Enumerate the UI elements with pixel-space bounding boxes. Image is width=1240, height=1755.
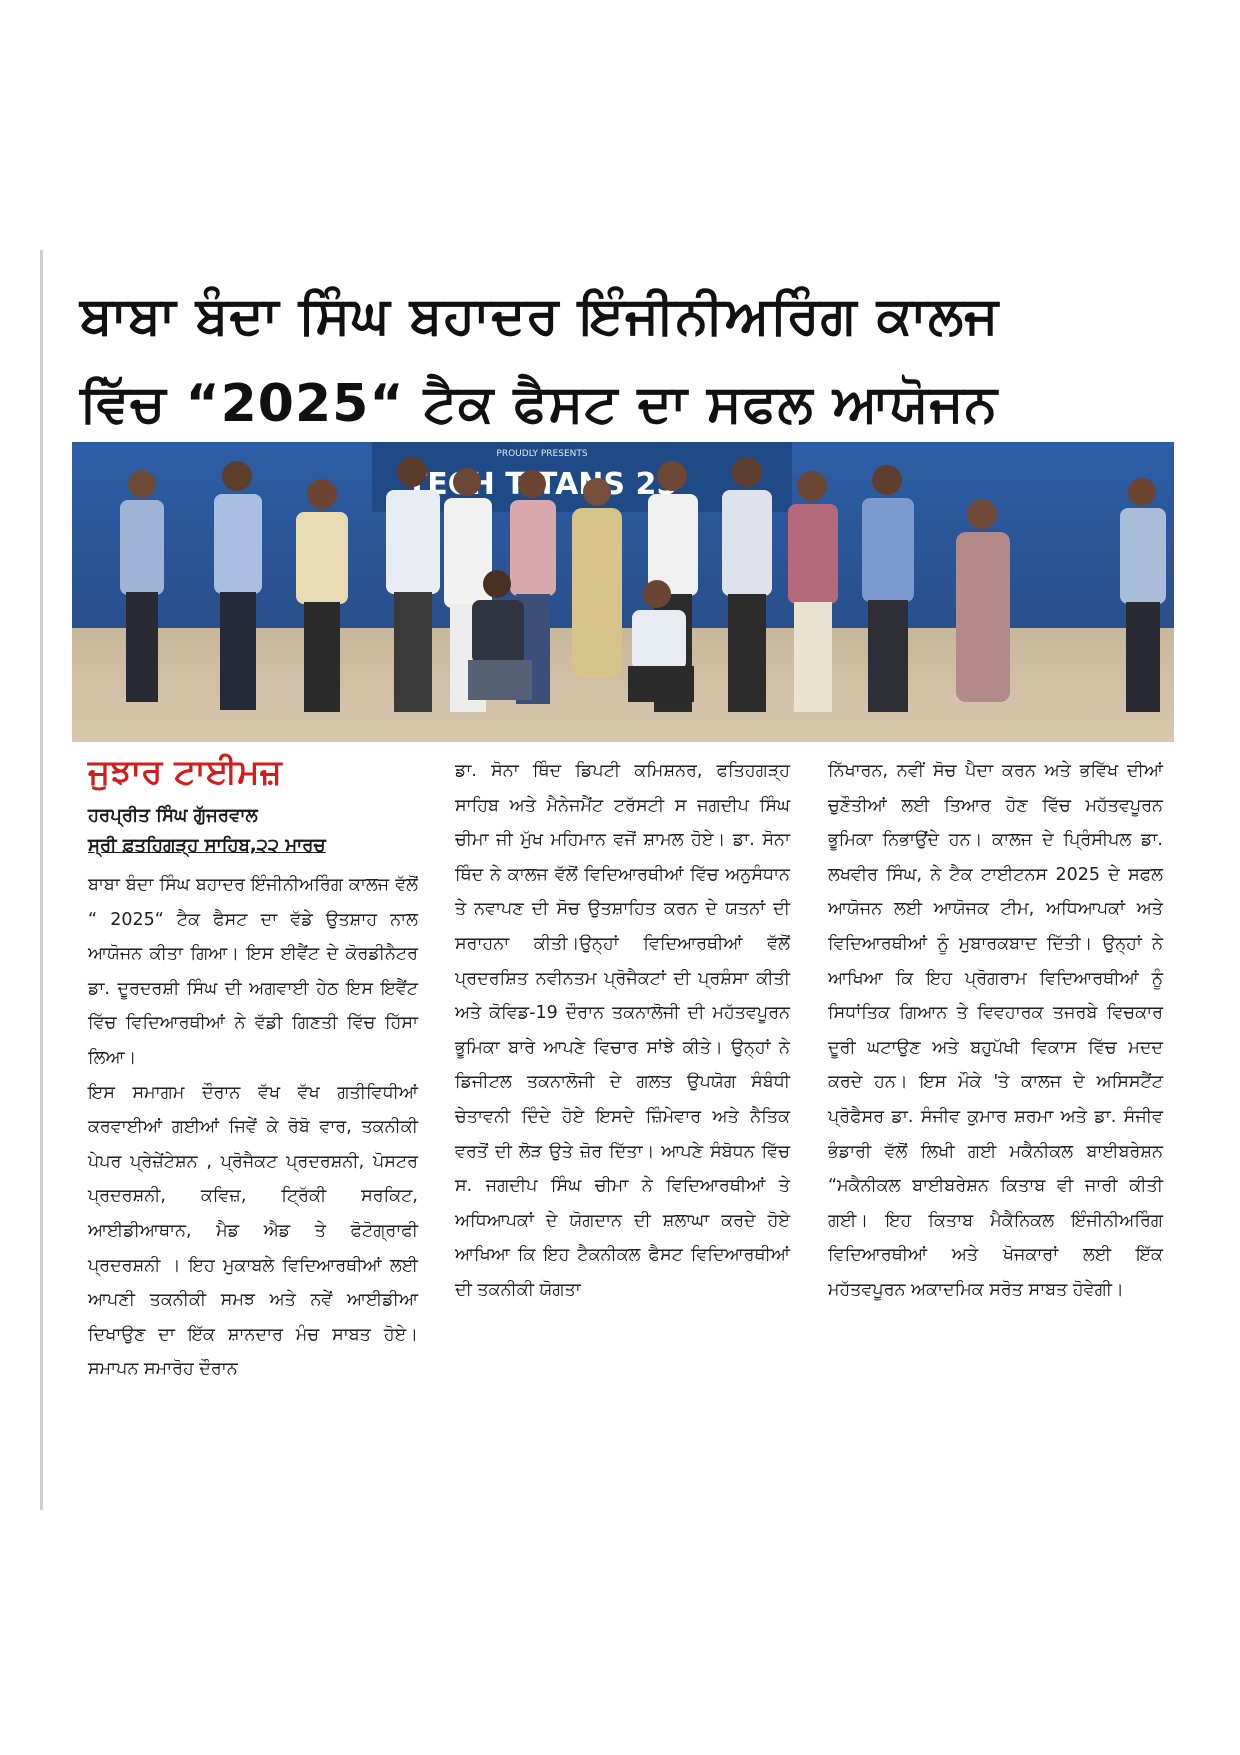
newspaper-masthead [88, 752, 428, 796]
person [956, 499, 1010, 702]
paragraph: ਇਸ ਸਮਾਗਮ ਦੌਰਾਨ ਵੱਖ ਵੱਖ ਗਤੀਵਿਧੀਆਂ ਕਰਵਾਈਆਂ ਗਈਆਂ ਜਿਵੇਂ ਕੇ ਰੋਬੋ ਵਾਰ, ਤਕਨੀਕੀ ਪੇਪਰ ਪ੍ਰੇਜ਼ੇਂਟੇਸ਼ਨ , ਪ੍ਰੋਜੈਕਟ ਪ੍ਰਦਰਸ਼ਨੀ, ਪੋਸਟਰ ਪ੍ਰਦਰਸ਼ਨੀ, ਕਵਿਜ਼, ਟ੍ਰਿੱਕੀ ਸਰਕਿਟ, ਆਈਡੀਆਥਾਨ, ਮੈਡ ਐਡ ਤੇ ਫੋਟੋਗ੍ਰਾਫੀ ਪ੍ਰਦਰਸ਼ਨੀ । ਇਹ ਮੁਕਾਬਲੇ ਵਿਦਿਆਰਥੀਆਂ ਲਈ ਆਪਣੀ ਤਕਨੀਕੀ ਸਮਝ ਅਤੇ ਨਵੇਂ ਆਈਡੀਆ ਦਿਖਾਉਣ ਦਾ ਇੱਕ ਸ਼ਾਨਦਾਰ ਮੰਚ ਸਾਬਤ ਹੋਏ। ਸਮਾਪਨ ਸਮਾਰੋਹ ਦੌਰਾਨ [88, 1082, 418, 1380]
paragraph: ਨਿੱਖਾਰਨ, ਨਵੀਂ ਸੋਚ ਪੈਦਾ ਕਰਨ ਅਤੇ ਭਵਿੱਖ ਦੀਆਂ ਚੁਣੌਤੀਆਂ ਲਈ ਤਿਆਰ ਹੋਣ ਵਿੱਚ ਮਹੱਤਵਪੂਰਨ ਭੂਮਿਕਾ ਨਿਭਾਉਂਦੇ ਹਨ। ਕਾਲਜ ਦੇ ਪ੍ਰਿੰਸੀਪਲ ਡਾ. ਲਖਵੀਰ ਸਿੰਘ, ਨੇ ਟੈਕ ਟਾਈਟਨਸ 2025 ਦੇ ਸਫਲ ਆਯੋਜਨ ਲਈ ਆਯੋਜਕ ਟੀਮ, ਅਧਿਆਪਕਾਂ ਅਤੇ ਵਿਦਿਆਰਥੀਆਂ ਨੂੰ ਮੁਬਾਰਕਬਾਦ ਦਿੱਤੀ। ਉਨ੍ਹਾਂ ਨੇ ਆਖਿਆ ਕਿ ਇਹ ਪ੍ਰੋਗਰਾਮ ਵਿਦਿਆਰਥੀਆਂ ਨੂੰ ਸਿਧਾਂਤਿਕ ਗਿਆਨ ਤੇ ਵਿਵਹਾਰਕ ਤਜਰਬੇ ਵਿਚਕਾਰ ਦੂਰੀ ਘਟਾਉਣ ਅਤੇ ਬਹੁਪੱਖੀ ਵਿਕਾਸ ਵਿੱਚ ਮਦਦ ਕਰਦੇ ਹਨ। ਇਸ ਮੌਕੇ 'ਤੇ ਕਾਲਜ ਦੇ ਅਸਿਸਟੈਂਟ ਪ੍ਰੋਫੈਸਰ ਡਾ. ਸੰਜੀਵ ਕੁਮਾਰ ਸ਼ਰਮਾ ਅਤੇ ਡਾ. ਸੰਜੀਵ ਭੰਡਾਰੀ ਵੱਲੋਂ ਲਿਖੀ ਗਈ ਮਕੈਨੀਕਲ ਬਾਈਬਰੇਸ਼ਨ “ਮਕੈਨੀਕਲ ਬਾਈਬਰੇਸ਼ਨ ਕਿਤਾਬ ਵੀ ਜਾਰੀ ਕੀਤੀ ਗਈ। ਇਹ ਕਿਤਾਬ ਮੈਕੈਨਿਕਲ ਇੰਜੀਨੀਅਰਿੰਗ ਵਿਦਿਆਰਥੀਆਂ ਅਤੇ ਖੋਜਕਾਰਾਂ ਲਈ ਇੱਕ ਮਹੱਤਵਪੂਰਨ ਅਕਾਦਮਿਕ ਸਰੋਤ ਸਾਬਤ ਹੋਵੇਗੀ। [828, 761, 1163, 1300]
page-margin-rule [40, 250, 43, 1510]
article-headline [80, 272, 1170, 448]
person [862, 465, 914, 712]
person [296, 479, 348, 712]
article-column-1 [88, 868, 418, 1387]
headline-line-2: ਵਿੱਚ “2025“ ਟੈਕ ਫੈਸਟ ਦਾ ਸਫਲ ਆਯੋਜਨ [80, 374, 998, 434]
paragraph: ਬਾਬਾ ਬੰਦਾ ਸਿੰਘ ਬਹਾਦਰ ਇੰਜੀਨੀਅਰਿੰਗ ਕਾਲਜ ਵੱਲੋਂ “ 2025“ ਟੈਕ ਫੈਸਟ ਦਾ ਵੱਡੇ ਉਤਸ਼ਾਹ ਨਾਲ ਆਯੋਜਨ ਕੀਤਾ ਗਿਆ। ਇਸ ਈਵੈਂਟ ਦੇ ਕੋਰਡੀਨੈਟਰ ਡਾ. ਦੂਰਦਰਸ਼ੀ ਸਿੰਘ ਦੀ ਅਗਵਾਈ ਹੇਠ ਇਸ ਇਵੈਂਟ ਵਿੱਚ ਵਿਦਿਆਰਥੀਆਂ ਨੇ ਵੱਡੀ ਗਿਣਤੀ ਵਿੱਚ ਹਿੱਸਾ ਲਿਆ। [88, 875, 418, 1068]
paragraph: ਡਾ. ਸੋਨਾ ਥਿੰਦ ਡਿਪਟੀ ਕਮਿਸ਼ਨਰ, ਫਤਿਹਗੜ੍ਹ ਸਾਹਿਬ ਅਤੇ ਮੈਨੇਜਮੈਂਟ ਟਰੱਸਟੀ ਸ ਜਗਦੀਪ ਸਿੰਘ ਚੀਮਾ ਜੀ ਮੁੱਖ ਮਹਿਮਾਨ ਵਜੋਂ ਸ਼ਾਮਲ ਹੋਏ। ਡਾ. ਸੋਨਾ ਥਿੰਦ ਨੇ ਕਾਲਜ ਵੱਲੋਂ ਵਿਦਿਆਰਥੀਆਂ ਵਿੱਚ ਅਨੁਸੰਧਾਨ ਤੇ ਨਵਾਪਣ ਦੀ ਸੋਚ ਉਤਸ਼ਾਹਿਤ ਕਰਨ ਦੇ ਯਤਨਾਂ ਦੀ ਸਰਾਹਨਾ ਕੀਤੀ।ਉਨ੍ਹਾਂ ਵਿਦਿਆਰਥੀਆਂ ਵੱਲੋਂ ਪ੍ਰਦਰਸ਼ਿਤ ਨਵੀਨਤਮ ਪ੍ਰੋਜੈਕਟਾਂ ਦੀ ਪ੍ਰਸ਼ੰਸਾ ਕੀਤੀ ਅਤੇ ਕੋਵਿਡ-19 ਦੌਰਾਨ ਤਕਨਾਲੋਜੀ ਦੀ ਮਹੱਤਵਪੂਰਨ ਭੂਮਿਕਾ ਬਾਰੇ ਆਪਣੇ ਵਿਚਾਰ ਸਾਂਝੇ ਕੀਤੇ। ਉਨ੍ਹਾਂ ਨੇ ਡਿਜੀਟਲ ਤਕਨਾਲੋਜੀ ਦੇ ਗਲਤ ਉਪਯੋਗ ਸੰਬੰਧੀ ਚੇਤਾਵਨੀ ਦਿੰਦੇ ਹੋਏ ਇਸਦੇ ਜ਼ਿੰਮੇਵਾਰ ਅਤੇ ਨੈਤਿਕ ਵਰਤੋਂ ਦੀ ਲੋੜ ਉਤੇ ਜ਼ੋਰ ਦਿੱਤਾ। ਆਪਣੇ ਸੰਬੋਧਨ ਵਿੱਚ ਸ. ਜਗਦੀਪ ਸਿੰਘ ਚੀਮਾ ਨੇ ਵਿਦਿਆਰਥੀਆਂ ਤੇ ਅਧਿਆਪਕਾਂ ਦੇ ਯੋਗਦਾਨ ਦੀ ਸ਼ਲਾਘਾ ਕਰਦੇ ਹੋਏ ਆਖਿਆ ਕਿ ਇਹ ਟੈਕਨੀਕਲ ਫੈਸਟ ਵਿਦਿਆਰਥੀਆਂ ਦੀ ਤਕਨੀਕੀ ਯੋਗਤਾ [455, 761, 790, 1300]
person [214, 461, 262, 710]
person [722, 457, 772, 712]
group-photo [72, 442, 1174, 742]
person [386, 457, 440, 712]
masthead-logo-text: ਜੁਝਾਰ ਟਾਈਮਜ਼ [88, 752, 282, 792]
article-author: ਹਰਪ੍ਰੀਤ ਸਿੰਘ ਗੁੱਜਰਵਾਲ [88, 805, 258, 826]
person [788, 471, 838, 712]
article-column-2 [455, 754, 790, 1308]
person [120, 470, 164, 702]
person [1120, 478, 1166, 712]
article-dateline: ਸ੍ਰੀ ਫ਼ਤਹਿਗੜ੍ਹ ਸਾਹਿਬ,੨੨ ਮਾਰਚ [88, 835, 326, 856]
banner-main-text: TECH TITANS 25 [406, 467, 678, 502]
banner-small-text: PROUDLY PRESENTS [496, 449, 588, 459]
headline-line-1: ਬਾਬਾ ਬੰਦਾ ਸਿੰਘ ਬਹਾਦਰ ਇੰਜੀਨੀਅਰਿੰਗ ਕਾਲਜ [80, 286, 1000, 346]
article-column-3 [828, 754, 1163, 1308]
